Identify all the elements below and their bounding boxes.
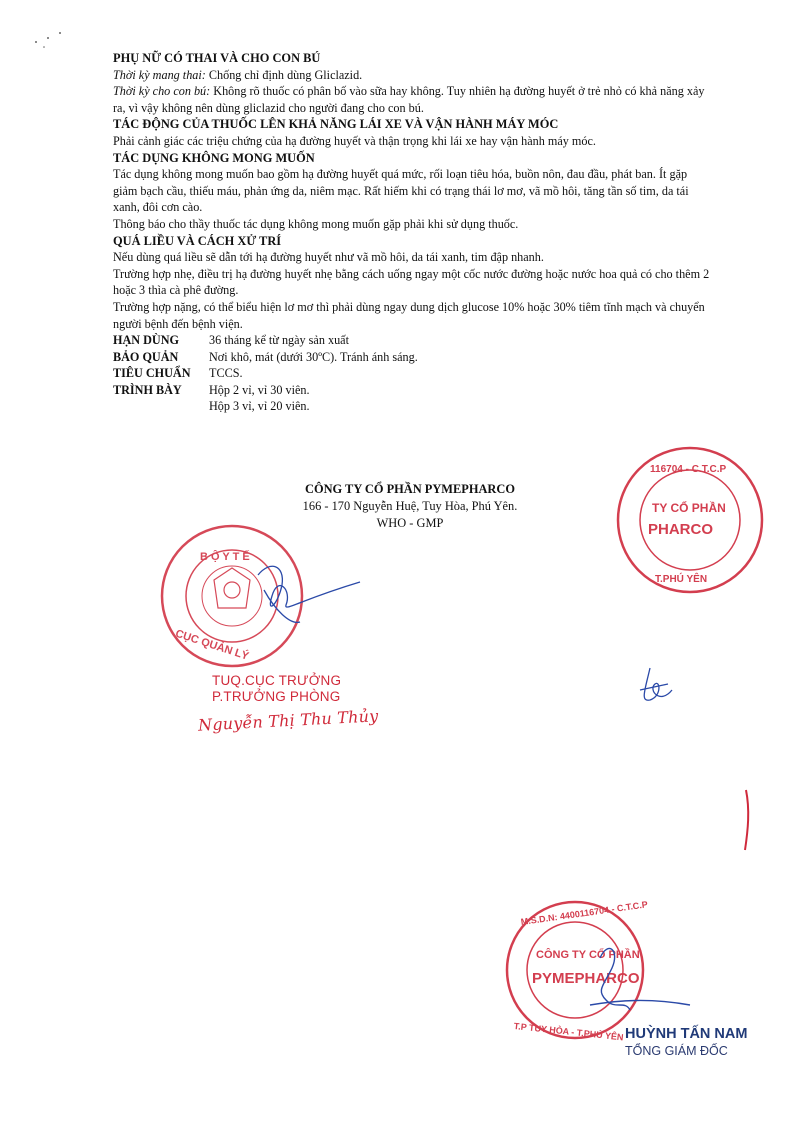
ministry-signer-block — [197, 673, 379, 735]
side-effects-paragraph-2: Thông báo cho thầy thuốc tác dụng không mong muốn gặp phải khi sử dụng thuốc. — [113, 216, 519, 231]
spec-label: TIÊU CHUẨN — [113, 366, 191, 381]
svg-text:T.PHÚ YÊN: T.PHÚ YÊN — [655, 574, 708, 585]
spec-packaging-line-2: Hộp 3 vỉ, vỉ 20 viên. — [209, 399, 310, 414]
director-block — [625, 1026, 747, 1058]
pregnancy-paragraph-2: Thời kỳ cho con bú: Không rõ thuốc có phân bố vào sữa hay không. Tuy nhiên hạ đường huyết ở trẻ nhỏ có khả năng xảy ra, vì vậy không nên dùng gliclazid cho người đang cho con bú. — [113, 84, 705, 115]
heading-pregnancy: PHỤ NỮ CÓ THAI VÀ CHO CON BÚ — [113, 51, 321, 65]
overdose-paragraph-2: Trường hợp nhẹ, điều trị hạ đường huyết nhẹ bằng cách uống ngay một cốc nước đường hoặc nước hoa quả có cho thêm 2 hoặc 3 thìa cà phê đường. — [113, 266, 710, 298]
heading-side-effects: TÁC DỤNG KHÔNG MONG MUỐN — [113, 150, 315, 165]
company-address: 166 - 170 Nguyễn Huệ, Tuy Hòa, Phú Yên. — [302, 499, 518, 513]
director-signature-mid — [640, 668, 672, 700]
spec-value: Hộp 2 vỉ, vỉ 30 viên. — [209, 382, 310, 397]
company-seal-name: PYMEPHARCO — [532, 970, 640, 987]
driving-paragraph: Phải cảnh giác các triệu chứng của hạ đường huyết và thận trọng khi lái xe hay vận hành máy móc. — [113, 133, 596, 148]
heading-driving: TÁC ĐỘNG CỦA THUỐC LÊN KHẢ NĂNG LÁI XE VÀ VẬN HÀNH MÁY MÓC — [113, 117, 559, 132]
svg-text:B Ộ Y T Ế: B Ộ Y T Ế — [200, 551, 250, 563]
spec-label: TRÌNH BÀY — [113, 382, 182, 397]
svg-text:116704 - C.T.C.P: 116704 - C.T.C.P — [650, 464, 727, 475]
spec-value: Nơi khô, mát (dưới 30ºC). Tránh ánh sáng. — [209, 349, 418, 364]
director-name: HUỲNH TẤN NAM — [625, 1026, 748, 1042]
spec-label: HẠN DÙNG — [113, 333, 180, 348]
spec-value: TCCS. — [209, 366, 243, 381]
heading-overdose: QUÁ LIỀU VÀ CÁCH XỬ TRÍ — [113, 233, 282, 248]
company-certification: WHO - GMP — [376, 516, 444, 530]
spec-label: BẢO QUẢN — [113, 349, 179, 364]
ministry-signer-line-1: TUQ.CỤC TRƯỞNG — [212, 673, 342, 688]
company-seal — [507, 899, 648, 1042]
svg-text:TY CỔ PHẦN: TY CỔ PHẦN — [652, 501, 726, 515]
company-name: CÔNG TY CỔ PHẦN PYMEPHARCO — [305, 482, 515, 496]
side-effects-paragraph-1: Tác dụng không mong muốn bao gồm hạ đường huyết quá mức, rối loạn tiêu hóa, buồn nôn, đau đầu, phát ban. Ít gặp giảm bạch cầu, thiếu máu, phản ứng da, niêm mạc. Rất hiếm khi có trạng thái lơ mơ, vã mồ hôi, tăng tần số tim, da tái xanh, đôi cơn cào. — [113, 167, 689, 215]
spec-value: 36 tháng kể từ ngày sản xuất — [209, 333, 349, 348]
pregnancy-paragraph-1: Thời kỳ mang thai: Chống chỉ định dùng Gliclazid. — [113, 67, 363, 82]
ministry-signer-name: Nguyễn Thị Thu Thủy — [197, 706, 379, 735]
overdose-paragraph-3: Trường hợp nặng, có thể biểu hiện lơ mơ thì phải dùng ngay dung dịch glucose 10% hoặc 30% tiêm tĩnh mạch và chuyển người bệnh đến bệnh viện. — [113, 299, 705, 331]
svg-text:M.S.D.N: 4400116704 - C.T.C.P: M.S.D.N: 4400116704 - C.T.C.P — [520, 899, 649, 928]
company-seal-partial — [618, 448, 762, 592]
svg-text:T.P TUY HÒA - T.PHÚ YÊN: T.P TUY HÒA - T.PHÚ YÊN — [513, 1020, 624, 1043]
scan-specks — [35, 32, 61, 48]
overdose-paragraph-1: Nếu dùng quá liều sẽ dẫn tới hạ đường huyết như vã mồ hôi, da tái xanh, tim đập nhanh. — [113, 250, 544, 265]
svg-text:CỤC QUẢN LÝ: CỤC QUẢN LÝ — [173, 627, 251, 663]
ministry-signer-line-2: P.TRƯỞNG PHÒNG — [212, 689, 341, 704]
company-seal-inner-text: CÔNG TY CỔ PHẦN — [536, 949, 640, 961]
margin-mark — [745, 790, 748, 850]
svg-text:PHARCO: PHARCO — [648, 521, 714, 538]
ministry-seal — [162, 526, 302, 666]
director-title: TỔNG GIÁM ĐỐC — [625, 1044, 728, 1058]
